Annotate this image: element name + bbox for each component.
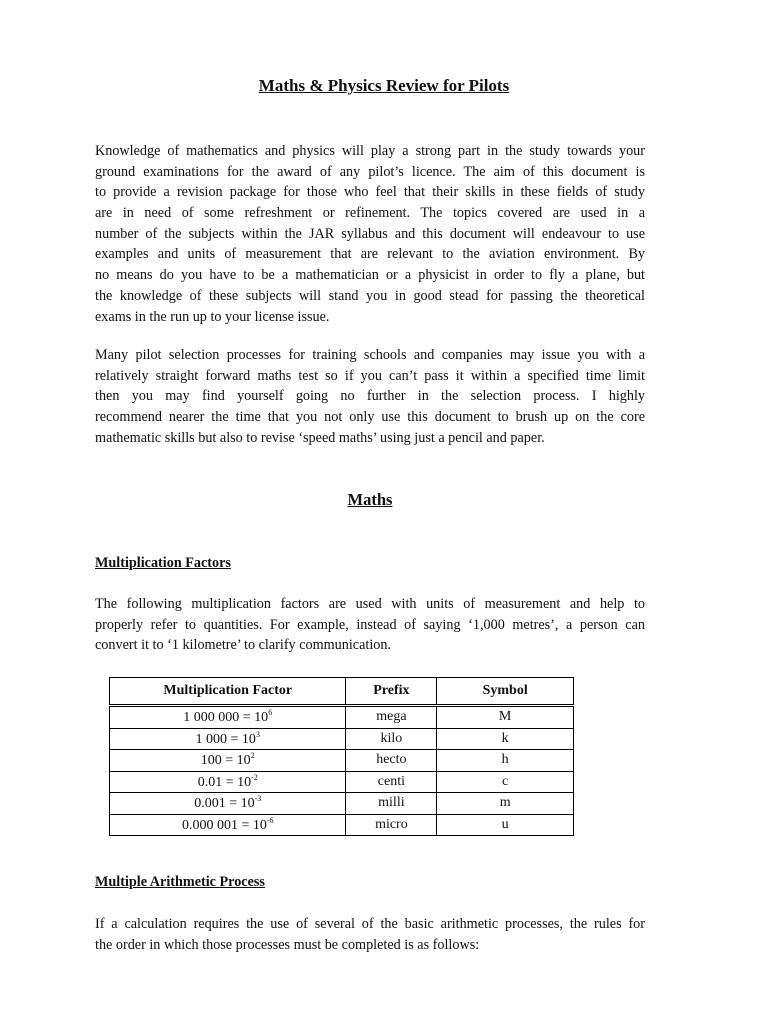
symbol-cell: k [437, 728, 574, 750]
factor-cell [110, 706, 346, 729]
factor-exponent: -2 [251, 772, 258, 782]
factor-exponent: -6 [266, 815, 274, 825]
maths-heading: Maths [347, 490, 393, 509]
table-row [110, 706, 574, 729]
header-symbol: Symbol [437, 678, 574, 706]
multiplication-line: The following multiplication factors are used with units of measurement and help to [95, 596, 645, 612]
factor-cell [110, 750, 346, 772]
prefix-cell: milli [346, 793, 437, 815]
intro-line: number of the subjects within the JAR syllabus and this document will endeavour to use [95, 225, 645, 242]
table-row [110, 771, 574, 793]
multiplication-line: properly refer to quantities. For example, instead of saying ‘1,000 metres’, a person can [95, 616, 645, 633]
selection-line: relatively straight forward maths test so if you can’t pass it within a specified time limit [95, 367, 645, 384]
intro-line: to provide a revision package for those who feel that their skills in these fields of study [95, 184, 645, 201]
factor-exponent: -3 [254, 794, 262, 804]
factor-value: 100 = 10 [200, 753, 251, 769]
intro-paragraph [95, 141, 645, 327]
multiplication-paragraph [95, 594, 645, 656]
factor-exponent: 3 [255, 729, 260, 739]
table-header-row [110, 678, 574, 706]
prefix-cell: centi [346, 771, 437, 793]
table-row [110, 814, 574, 836]
factor-cell [110, 771, 346, 793]
intro-line: exams in the run up to your license issue. [95, 308, 330, 325]
selection-line: mathematic skills but also to revise ‘speed maths’ using just a pencil and paper. [95, 429, 545, 446]
symbol-cell: M [437, 706, 574, 729]
intro-line: ground examinations for the award of any pilot’s licence. The aim of this document is [95, 163, 645, 180]
prefix-cell: mega [346, 706, 437, 729]
factor-value: 0.000 001 = 10 [181, 817, 267, 833]
multiplication-factors-heading: Multiplication Factors [95, 555, 231, 571]
prefix-cell: kilo [346, 728, 437, 750]
header-prefix: Prefix [346, 678, 437, 706]
selection-paragraph [95, 345, 645, 448]
selection-line: Many pilot selection processes for training schools and companies may issue you with a [95, 347, 645, 363]
factor-value: 0.01 = 10 [197, 774, 252, 790]
symbol-cell: u [437, 814, 574, 836]
arithmetic-line: If a calculation requires the use of several of the basic arithmetic processes, the rules for [95, 916, 645, 932]
multiplication-line: convert it to ‘1 kilometre’ to clarify communication. [95, 637, 392, 654]
symbol-cell: c [437, 771, 574, 793]
factor-value: 0.001 = 10 [194, 796, 255, 812]
multiplication-factor-table [109, 677, 574, 836]
intro-line: are in need of some refreshment or refinement. The topics covered are used in a [95, 205, 645, 222]
intro-line: the knowledge of these subjects will stand you in good stead for passing the theoretical [95, 287, 645, 304]
intro-line: no means do you have to be a mathematician or a physicist in order to fly a plane, but [95, 267, 645, 284]
selection-line: recommend nearer the time that you not only use this document to brush up on the core [95, 409, 645, 426]
symbol-cell: h [437, 750, 574, 772]
table-row [110, 793, 574, 815]
document-title: Maths & Physics Review for Pilots [258, 76, 510, 95]
factor-cell [110, 814, 346, 836]
factor-value: 1 000 = 10 [195, 731, 256, 747]
intro-line: examples and units of measurement that are relevant to the aviation environment. By [95, 246, 645, 263]
factor-value: 1 000 000 = 10 [183, 710, 269, 726]
arithmetic-paragraph [95, 914, 645, 955]
prefix-cell: hecto [346, 750, 437, 772]
header-factor: Multiplication Factor [110, 678, 346, 706]
factor-exponent: 6 [268, 708, 273, 718]
factor-exponent: 2 [250, 751, 255, 761]
arithmetic-process-heading: Multiple Arithmetic Process [95, 874, 265, 890]
factor-cell [110, 728, 346, 750]
table-row [110, 750, 574, 772]
selection-line: then you may find yourself going no further in the selection process. I highly [95, 388, 645, 405]
prefix-cell: micro [346, 814, 437, 836]
symbol-cell: m [437, 793, 574, 815]
table-row [110, 728, 574, 750]
arithmetic-line: the order in which those processes must be completed is as follows: [95, 936, 480, 953]
intro-line: Knowledge of mathematics and physics will play a strong part in the study towards your [95, 143, 645, 159]
factor-cell [110, 793, 346, 815]
